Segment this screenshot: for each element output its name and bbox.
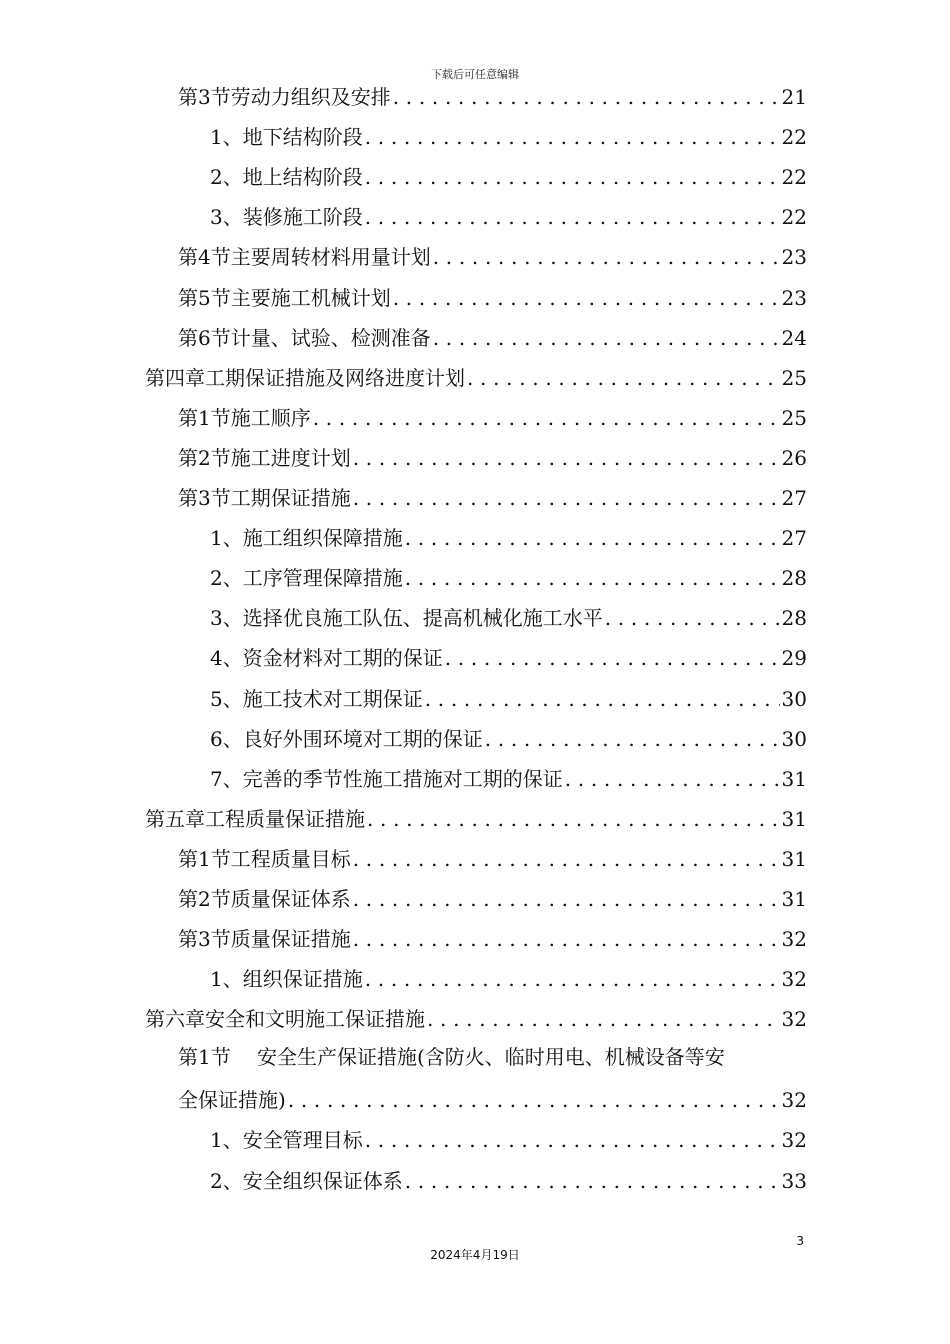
toc-entry-number: 4、 <box>210 646 243 670</box>
toc-leader-dots <box>365 157 780 197</box>
toc-entry-number: 第六章 <box>145 1007 205 1031</box>
toc-entry-page: 32 <box>781 1007 807 1031</box>
toc-entry-number: 第5节 <box>178 286 231 310</box>
toc-leader-dots <box>425 679 780 719</box>
toc-entry-page: 29 <box>781 646 807 670</box>
toc-entry-title: 工期保证措施 <box>230 486 351 510</box>
toc-entry[interactable] <box>210 197 807 237</box>
toc-entry[interactable] <box>178 839 807 879</box>
toc-entry-page: 22 <box>781 205 807 229</box>
page-footer-date: 2024年4月19日 <box>430 1248 520 1262</box>
toc-entry-number: 第3节 <box>178 927 231 951</box>
toc-entry-page: 32 <box>781 1128 807 1152</box>
toc-entry-title: 质量保证措施 <box>230 927 351 951</box>
toc-entry-number: 1、 <box>210 526 243 550</box>
toc-entry-page: 27 <box>781 526 807 550</box>
toc-entry-number: 第1节 <box>178 1045 231 1069</box>
toc-leader-dots <box>605 598 780 638</box>
toc-entry-title: 计量、试验、检测准备 <box>230 326 431 350</box>
toc-entry-title: 组织保证措施 <box>242 967 363 991</box>
toc-leader-dots <box>353 478 780 518</box>
toc-entry[interactable] <box>210 679 807 719</box>
toc-entry-page: 22 <box>781 165 807 189</box>
page-number: 3 <box>796 1234 804 1248</box>
toc-entry-wrapped[interactable] <box>178 1037 807 1077</box>
toc-entry[interactable] <box>210 598 807 638</box>
toc-entry-number: 第6节 <box>178 326 231 350</box>
toc-entry-number: 2、 <box>210 566 243 590</box>
toc-entry-page: 31 <box>781 887 807 911</box>
toc-entry[interactable] <box>145 999 807 1039</box>
toc-leader-dots <box>367 799 780 839</box>
toc-entry[interactable] <box>210 959 807 999</box>
toc-entry-page: 27 <box>781 486 807 510</box>
toc-leader-dots <box>445 638 780 678</box>
toc-entry-page: 26 <box>781 446 807 470</box>
toc-leader-dots <box>353 879 780 919</box>
toc-entry-page: 31 <box>781 767 807 791</box>
toc-entry-number: 7、 <box>210 767 243 791</box>
toc-entry[interactable] <box>210 518 807 558</box>
toc-entry-number: 第四章 <box>145 366 205 390</box>
page-header: 下载后可任意编辑 <box>431 68 519 81</box>
toc-entry-number: 1、 <box>210 967 243 991</box>
toc-entry-wrapped-continuation[interactable] <box>178 1080 807 1120</box>
toc-entry-number: 2、 <box>210 1169 243 1193</box>
toc-leader-dots <box>365 197 780 237</box>
toc-entry-number: 1、 <box>210 1128 243 1152</box>
toc-entry-title: 安全和文明施工保证措施 <box>205 1007 425 1031</box>
toc-leader-dots <box>393 278 780 318</box>
toc-entry[interactable] <box>178 318 807 358</box>
toc-entry-page: 24 <box>781 326 807 350</box>
toc-entry-page: 32 <box>781 967 807 991</box>
toc-entry-title: 施工技术对工期保证 <box>242 687 423 711</box>
toc-entry-title-line2: 全保证措施) <box>178 1088 286 1112</box>
toc-entry-page: 30 <box>781 727 807 751</box>
toc-entry-page: 32 <box>781 1088 807 1112</box>
toc-entry-page: 25 <box>781 406 807 430</box>
toc-leader-dots <box>433 318 780 358</box>
toc-entry-title: 劳动力组织及安排 <box>230 85 391 109</box>
toc-entry-number: 3、 <box>210 205 243 229</box>
toc-entry[interactable] <box>210 1120 807 1160</box>
toc-entry-title: 安全管理目标 <box>242 1128 363 1152</box>
toc-leader-dots <box>405 1161 780 1201</box>
toc-entry-page: 31 <box>781 847 807 871</box>
toc-entry[interactable] <box>178 879 807 919</box>
toc-entry-page: 23 <box>781 245 807 269</box>
toc-entry[interactable] <box>178 278 807 318</box>
toc-entry[interactable] <box>210 558 807 598</box>
toc-entry-title: 主要周转材料用量计划 <box>230 245 431 269</box>
toc-entry-page: 33 <box>781 1169 807 1193</box>
toc-entry-title: 工程质量目标 <box>230 847 351 871</box>
toc-entry-number: 第3节 <box>178 85 231 109</box>
toc-leader-dots <box>405 518 780 558</box>
toc-entry[interactable] <box>178 478 807 518</box>
toc-leader-dots <box>467 358 780 398</box>
toc-entry-title: 施工组织保障措施 <box>242 526 403 550</box>
toc-leader-dots <box>393 77 780 117</box>
toc-entry[interactable] <box>145 358 807 398</box>
toc-entry[interactable] <box>178 398 807 438</box>
toc-entry[interactable] <box>210 157 807 197</box>
toc-entry-title: 工程质量保证措施 <box>205 807 365 831</box>
toc-entry-number: 第2节 <box>178 446 231 470</box>
toc-leader-dots <box>353 919 780 959</box>
toc-leader-dots <box>353 438 780 478</box>
toc-entry-title: 地下结构阶段 <box>242 125 363 149</box>
toc-entry[interactable] <box>178 919 807 959</box>
toc-leader-dots <box>288 1080 780 1120</box>
toc-entry-number: 1、 <box>210 125 243 149</box>
toc-entry-title: 完善的季节性施工措施对工期的保证 <box>242 767 563 791</box>
toc-entry-number: 第4节 <box>178 245 231 269</box>
toc-entry-title: 主要施工机械计划 <box>230 286 391 310</box>
toc-entry-page: 32 <box>781 927 807 951</box>
toc-entry-title: 地上结构阶段 <box>242 165 363 189</box>
toc-entry-number: 第1节 <box>178 406 231 430</box>
toc-entry-title: 资金材料对工期的保证 <box>242 646 443 670</box>
toc-entry-page: 31 <box>781 807 807 831</box>
toc-entry[interactable] <box>178 237 807 277</box>
toc-leader-dots <box>313 398 780 438</box>
toc-entry-title: 质量保证体系 <box>230 887 351 911</box>
toc-leader-dots <box>405 558 780 598</box>
toc-entry-page: 28 <box>781 606 807 630</box>
toc-entry-title: 施工顺序 <box>230 406 311 430</box>
toc-entry-number: 6、 <box>210 727 243 751</box>
toc-entry-page: 30 <box>781 687 807 711</box>
toc-entry-page: 25 <box>781 366 807 390</box>
toc-entry[interactable] <box>145 799 807 839</box>
toc-entry[interactable] <box>210 759 807 799</box>
toc-entry-page: 23 <box>781 286 807 310</box>
toc-entry-page: 28 <box>781 566 807 590</box>
toc-leader-dots <box>365 959 780 999</box>
toc-entry-title: 装修施工阶段 <box>242 205 363 229</box>
toc-leader-dots <box>565 759 780 799</box>
toc-entry[interactable] <box>178 77 807 117</box>
toc-entry-title: 选择优良施工队伍、提高机械化施工水平 <box>242 606 603 630</box>
toc-entry[interactable] <box>178 438 807 478</box>
toc-entry-number: 第五章 <box>145 807 205 831</box>
toc-entry-title: 施工进度计划 <box>230 446 351 470</box>
toc-leader-dots <box>365 117 780 157</box>
toc-entry-number: 第1节 <box>178 847 231 871</box>
toc-entry-title: 工期保证措施及网络进度计划 <box>205 366 465 390</box>
toc-entry-number: 3、 <box>210 606 243 630</box>
toc-entry[interactable] <box>210 638 807 678</box>
toc-entry[interactable] <box>210 1161 807 1201</box>
toc-entry-page: 22 <box>781 125 807 149</box>
toc-entry-number: 第2节 <box>178 887 231 911</box>
toc-leader-dots <box>427 999 780 1039</box>
toc-entry-title: 安全组织保证体系 <box>242 1169 403 1193</box>
toc-leader-dots <box>365 1120 780 1160</box>
toc-entry-number: 5、 <box>210 687 243 711</box>
toc-entry-title: 良好外围环境对工期的保证 <box>242 727 483 751</box>
toc-entry-page: 21 <box>781 85 807 109</box>
toc-entry-title: 工序管理保障措施 <box>242 566 403 590</box>
toc-entry[interactable] <box>210 117 807 157</box>
toc-entry-number: 2、 <box>210 165 243 189</box>
toc-entry-title-line1: 安全生产保证措施(含防火、临时用电、机械设备等安 <box>257 1045 725 1069</box>
toc-leader-dots <box>433 237 780 277</box>
toc-entry-number: 第3节 <box>178 486 231 510</box>
toc-leader-dots <box>353 839 780 879</box>
toc-leader-dots <box>485 719 780 759</box>
toc-entry[interactable] <box>210 719 807 759</box>
